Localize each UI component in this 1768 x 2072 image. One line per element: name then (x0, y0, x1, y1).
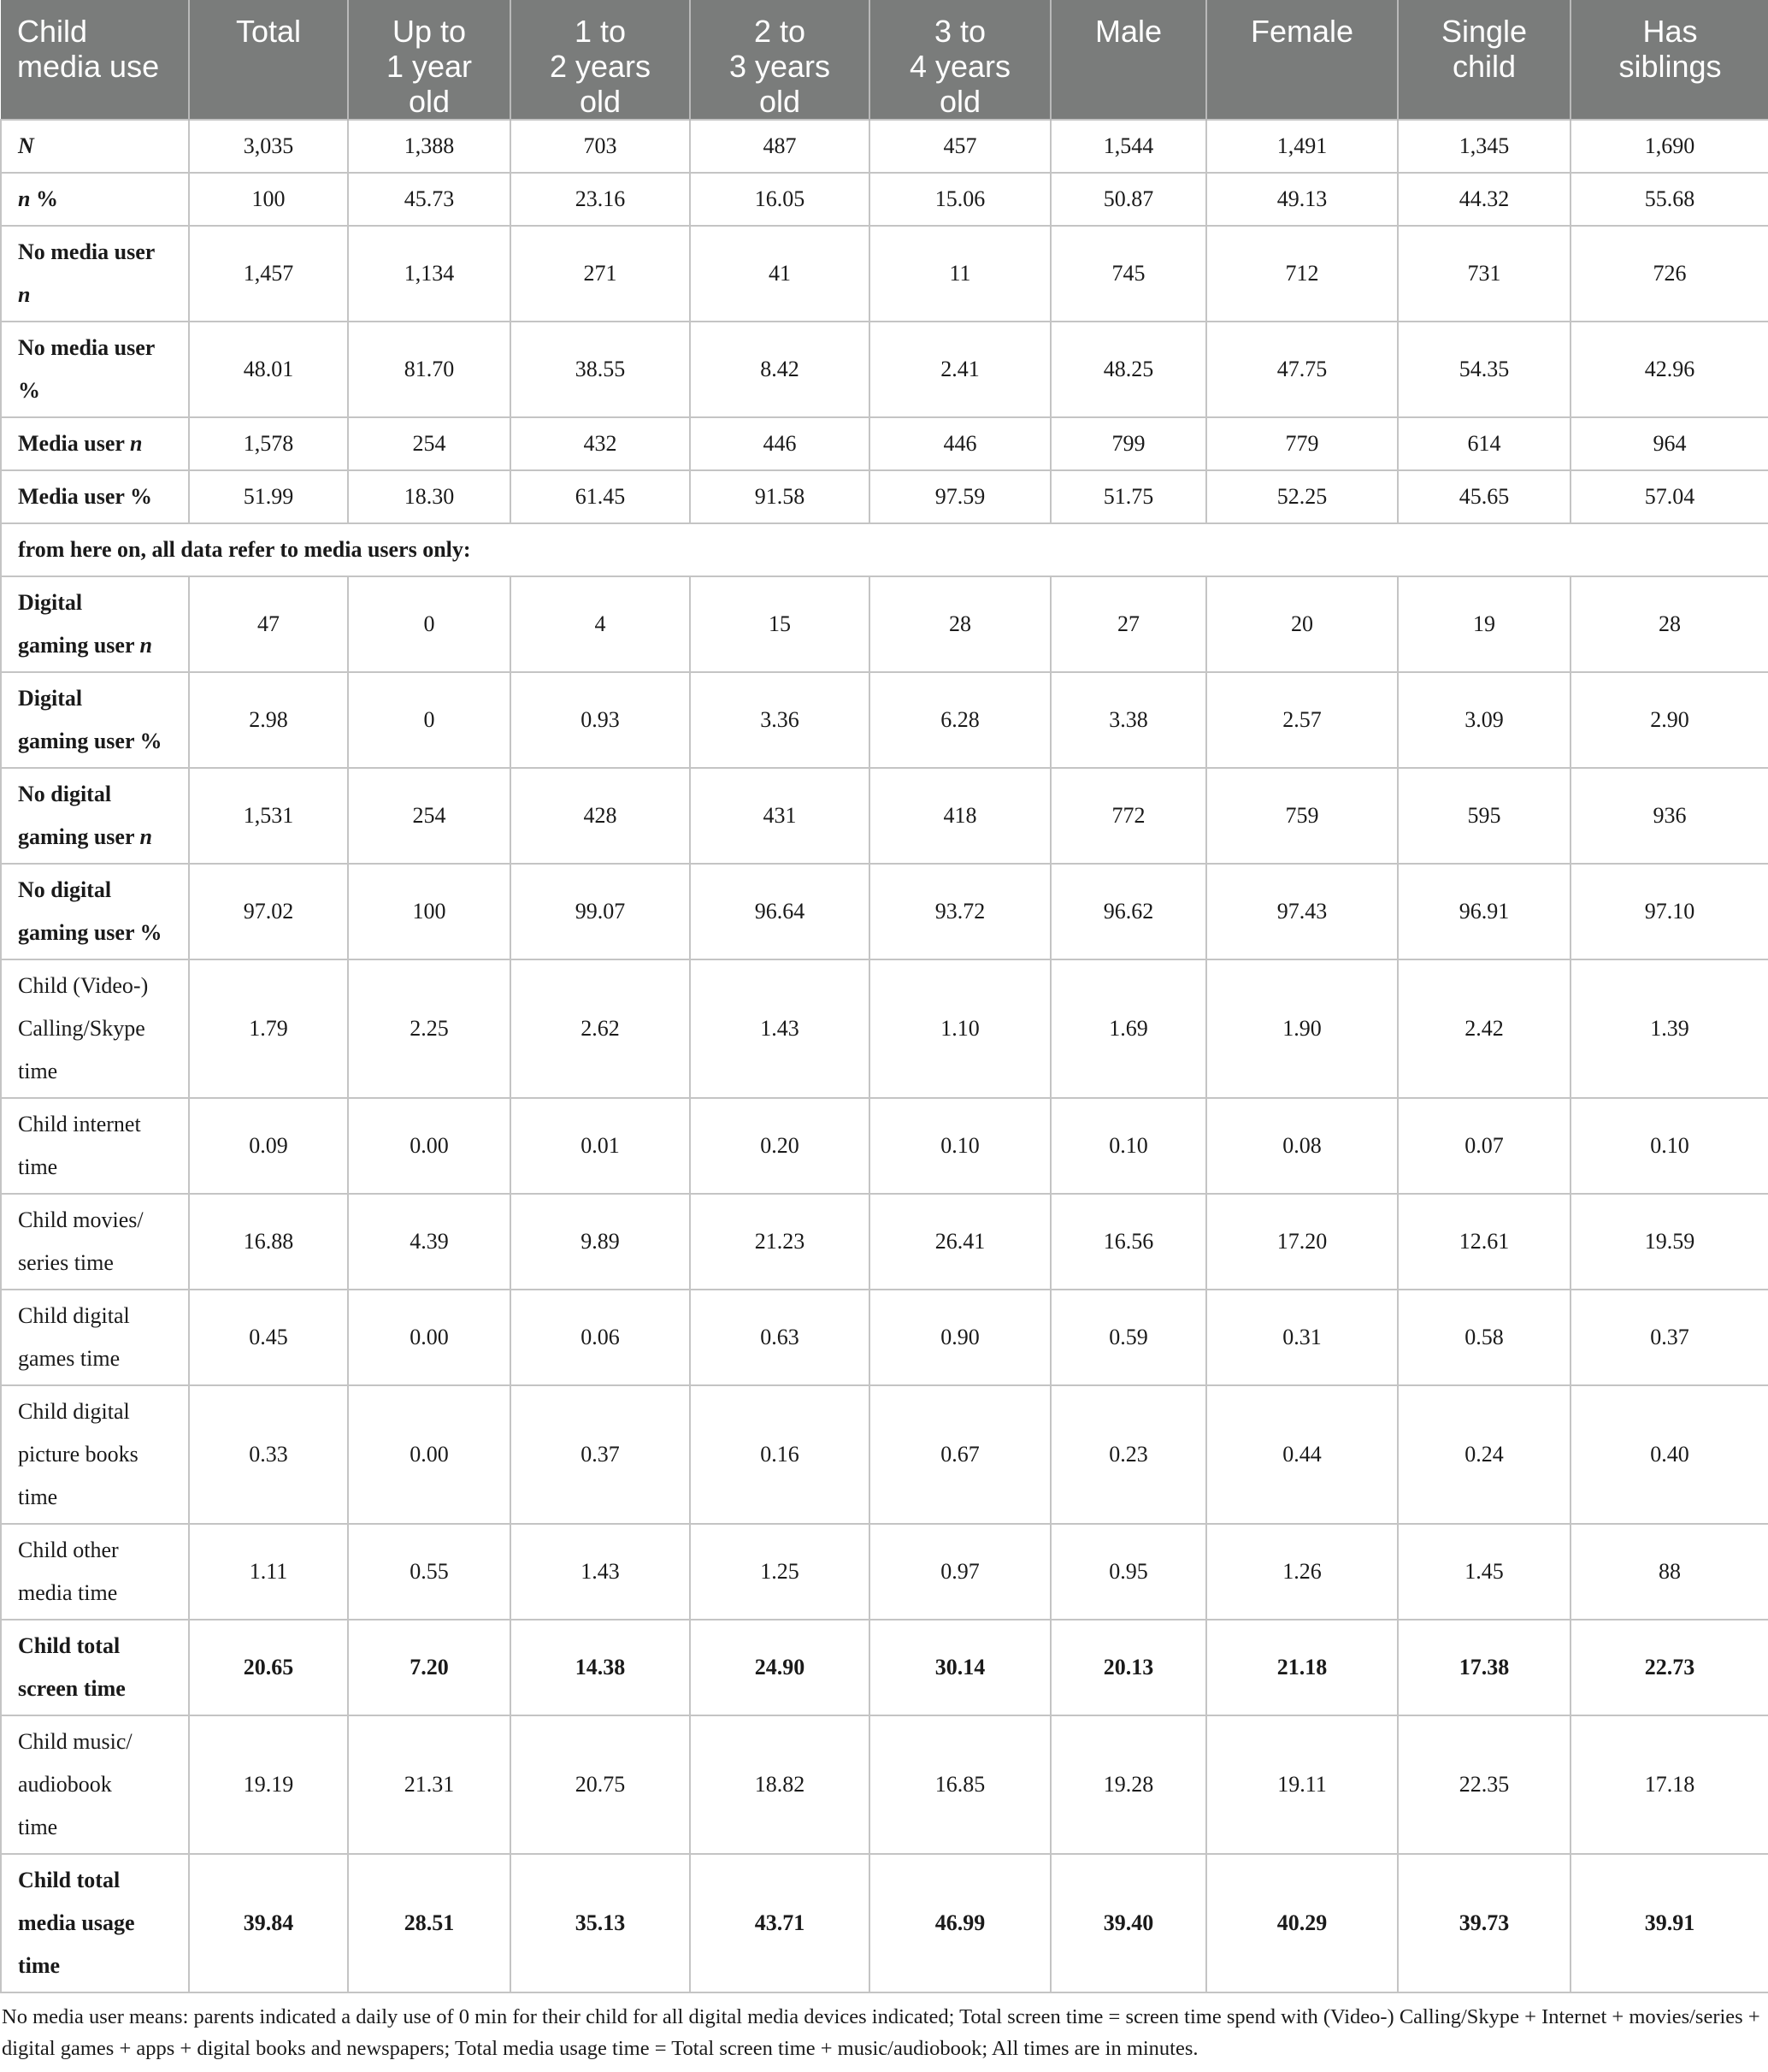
value-cell: 44.32 (1398, 173, 1571, 226)
value-cell: 0.45 (189, 1290, 348, 1385)
row-label (1, 1385, 189, 1524)
value-cell: 0.00 (348, 1098, 510, 1194)
value-cell: 0.40 (1571, 1385, 1768, 1524)
value-cell: 418 (869, 768, 1051, 864)
value-cell: 0.23 (1051, 1385, 1206, 1524)
value-cell: 41 (690, 226, 869, 322)
row-label (1, 959, 189, 1098)
value-cell: 21.23 (690, 1194, 869, 1290)
value-cell: 22.35 (1398, 1715, 1571, 1854)
value-cell: 18.82 (690, 1715, 869, 1854)
table-row (1, 1715, 1768, 1854)
table-row (1, 1194, 1768, 1290)
row-label-symbol: n (139, 824, 152, 849)
value-cell: 8.42 (690, 322, 869, 417)
value-cell: 2.57 (1206, 672, 1398, 768)
value-cell: 48.25 (1051, 322, 1206, 417)
value-cell: 1.11 (189, 1524, 348, 1620)
value-cell: 47 (189, 576, 348, 672)
value-cell: 0.06 (510, 1290, 690, 1385)
value-cell: 0.31 (1206, 1290, 1398, 1385)
value-cell: 964 (1571, 417, 1768, 470)
value-cell: 0.00 (348, 1290, 510, 1385)
row-label-text: Child movies/ series time (18, 1207, 144, 1275)
value-cell: 0.67 (869, 1385, 1051, 1524)
value-cell: 40.29 (1206, 1854, 1398, 1992)
value-cell: 96.91 (1398, 864, 1571, 959)
row-label-text: No digital gaming user (18, 782, 135, 849)
value-cell: 28 (869, 576, 1051, 672)
row-label (1, 672, 189, 768)
row-label (1, 1098, 189, 1194)
value-cell: 23.16 (510, 173, 690, 226)
value-cell: 1.90 (1206, 959, 1398, 1098)
value-cell: 1.39 (1571, 959, 1768, 1098)
value-cell: 28.51 (348, 1854, 510, 1992)
value-cell: 0 (348, 672, 510, 768)
section-note: from here on, all data refer to media users only: (1, 523, 1768, 576)
value-cell: 24.90 (690, 1620, 869, 1715)
value-cell: 428 (510, 768, 690, 864)
table-row (1, 226, 1768, 322)
value-cell: 799 (1051, 417, 1206, 470)
value-cell: 712 (1206, 226, 1398, 322)
value-cell: 0.24 (1398, 1385, 1571, 1524)
value-cell: 703 (510, 120, 690, 173)
value-cell: 19.28 (1051, 1715, 1206, 1854)
value-cell: 759 (1206, 768, 1398, 864)
table-row (1, 470, 1768, 523)
value-cell: 0.44 (1206, 1385, 1398, 1524)
value-cell: 28 (1571, 576, 1768, 672)
value-cell: 0 (348, 576, 510, 672)
value-cell: 446 (690, 417, 869, 470)
row-label (1, 1194, 189, 1290)
value-cell: 51.75 (1051, 470, 1206, 523)
value-cell: 614 (1398, 417, 1571, 470)
header-cell: Single child (1398, 0, 1571, 120)
value-cell: 20 (1206, 576, 1398, 672)
value-cell: 9.89 (510, 1194, 690, 1290)
value-cell: 16.85 (869, 1715, 1051, 1854)
row-label-text: Child digital picture books time (18, 1399, 138, 1509)
value-cell: 432 (510, 417, 690, 470)
table-row (1, 1524, 1768, 1620)
value-cell: 15 (690, 576, 869, 672)
value-cell: 0.01 (510, 1098, 690, 1194)
value-cell: 3.38 (1051, 672, 1206, 768)
value-cell: 1.43 (510, 1524, 690, 1620)
value-cell: 745 (1051, 226, 1206, 322)
value-cell: 88 (1571, 1524, 1768, 1620)
value-cell: 22.73 (1571, 1620, 1768, 1715)
value-cell: 19 (1398, 576, 1571, 672)
row-label-symbol: n (129, 431, 143, 456)
table-row (1, 864, 1768, 959)
row-label-text: Media user % (18, 484, 152, 509)
value-cell: 96.64 (690, 864, 869, 959)
value-cell: 0.09 (189, 1098, 348, 1194)
value-cell: 4.39 (348, 1194, 510, 1290)
table-body (1, 120, 1768, 1992)
value-cell: 20.65 (189, 1620, 348, 1715)
value-cell: 0.08 (1206, 1098, 1398, 1194)
value-cell: 30.14 (869, 1620, 1051, 1715)
row-label (1, 1524, 189, 1620)
table-row (1, 959, 1768, 1098)
value-cell: 38.55 (510, 322, 690, 417)
row-label (1, 226, 189, 322)
value-cell: 14.38 (510, 1620, 690, 1715)
value-cell: 0.95 (1051, 1524, 1206, 1620)
value-cell: 42.96 (1571, 322, 1768, 417)
value-cell: 100 (348, 864, 510, 959)
table-row (1, 173, 1768, 226)
value-cell: 97.02 (189, 864, 348, 959)
value-cell: 1,690 (1571, 120, 1768, 173)
value-cell: 57.04 (1571, 470, 1768, 523)
row-label-text: N (18, 133, 34, 158)
value-cell: 1,388 (348, 120, 510, 173)
value-cell: 35.13 (510, 1854, 690, 1992)
value-cell: 446 (869, 417, 1051, 470)
value-cell: 0.07 (1398, 1098, 1571, 1194)
value-cell: 17.20 (1206, 1194, 1398, 1290)
row-label-text: Child digital games time (18, 1303, 130, 1371)
row-label-text: Media user (18, 431, 130, 456)
value-cell: 54.35 (1398, 322, 1571, 417)
value-cell: 3.09 (1398, 672, 1571, 768)
table-row (1, 768, 1768, 864)
value-cell: 16.88 (189, 1194, 348, 1290)
value-cell: 1.45 (1398, 1524, 1571, 1620)
value-cell: 3.36 (690, 672, 869, 768)
value-cell: 2.98 (189, 672, 348, 768)
value-cell: 50.87 (1051, 173, 1206, 226)
value-cell: 45.73 (348, 173, 510, 226)
value-cell: 96.62 (1051, 864, 1206, 959)
value-cell: 27 (1051, 576, 1206, 672)
value-cell: 0.90 (869, 1290, 1051, 1385)
value-cell: 2.90 (1571, 672, 1768, 768)
value-cell: 1,345 (1398, 120, 1571, 173)
value-cell: 1,457 (189, 226, 348, 322)
value-cell: 0.00 (348, 1385, 510, 1524)
value-cell: 48.01 (189, 322, 348, 417)
value-cell: 18.30 (348, 470, 510, 523)
value-cell: 0.16 (690, 1385, 869, 1524)
table-row (1, 672, 1768, 768)
value-cell: 4 (510, 576, 690, 672)
value-cell: 2.41 (869, 322, 1051, 417)
value-cell: 0.97 (869, 1524, 1051, 1620)
row-label-text: Child total screen time (18, 1633, 126, 1701)
value-cell: 0.37 (1571, 1290, 1768, 1385)
row-label-text: Child total media usage time (18, 1868, 135, 1978)
header-cell: Male (1051, 0, 1206, 120)
value-cell: 1.10 (869, 959, 1051, 1098)
row-label (1, 120, 189, 173)
value-cell: 20.75 (510, 1715, 690, 1854)
table-row (1, 1620, 1768, 1715)
value-cell: 2.62 (510, 959, 690, 1098)
value-cell: 1,134 (348, 226, 510, 322)
row-label (1, 1620, 189, 1715)
value-cell: 0.10 (869, 1098, 1051, 1194)
value-cell: 271 (510, 226, 690, 322)
value-cell: 457 (869, 120, 1051, 173)
row-label-suffix: % (30, 186, 58, 211)
value-cell: 99.07 (510, 864, 690, 959)
value-cell: 11 (869, 226, 1051, 322)
value-cell: 0.37 (510, 1385, 690, 1524)
value-cell: 0.58 (1398, 1290, 1571, 1385)
row-label-text: Digital gaming user (18, 590, 135, 658)
row-label (1, 470, 189, 523)
table-footnote: No media user means: parents indicated a daily use of 0 min for their child for all digital media devices indicated; Total screen time = screen time spend with (Video-) Calling/Skype + Internet + movies/series + digital games + apps + digital books and newspapers; Total media usage time = Total screen time + music/audiobook; All times are in minutes. (2, 2005, 1760, 2060)
value-cell: 779 (1206, 417, 1398, 470)
value-cell: 17.38 (1398, 1620, 1571, 1715)
section-note-row (1, 523, 1768, 576)
value-cell: 55.68 (1571, 173, 1768, 226)
value-cell: 0.10 (1571, 1098, 1768, 1194)
value-cell: 97.43 (1206, 864, 1398, 959)
row-label-text: No media user (18, 239, 156, 264)
value-cell: 254 (348, 768, 510, 864)
value-cell: 772 (1051, 768, 1206, 864)
row-label-symbol: n (18, 282, 31, 307)
value-cell: 0.20 (690, 1098, 869, 1194)
header-cell: Has siblings (1571, 0, 1768, 120)
value-cell: 20.13 (1051, 1620, 1206, 1715)
row-label-text: Child other media time (18, 1538, 119, 1605)
table-row (1, 417, 1768, 470)
table-row (1, 1098, 1768, 1194)
header-cell: 3 to 4 years old (869, 0, 1051, 120)
row-label (1, 768, 189, 864)
value-cell: 61.45 (510, 470, 690, 523)
value-cell: 431 (690, 768, 869, 864)
value-cell: 6.28 (869, 672, 1051, 768)
value-cell: 1,544 (1051, 120, 1206, 173)
value-cell: 97.10 (1571, 864, 1768, 959)
value-cell: 93.72 (869, 864, 1051, 959)
row-label (1, 322, 189, 417)
value-cell: 487 (690, 120, 869, 173)
value-cell: 1.43 (690, 959, 869, 1098)
value-cell: 936 (1571, 768, 1768, 864)
value-cell: 12.61 (1398, 1194, 1571, 1290)
row-label-text: Digital gaming user % (18, 686, 162, 753)
row-label-text: Child internet time (18, 1112, 141, 1179)
value-cell: 0.63 (690, 1290, 869, 1385)
row-label (1, 1290, 189, 1385)
header-cell: 1 to 2 years old (510, 0, 690, 120)
value-cell: 1,578 (189, 417, 348, 470)
value-cell: 1.79 (189, 959, 348, 1098)
value-cell: 3,035 (189, 120, 348, 173)
value-cell: 17.18 (1571, 1715, 1768, 1854)
value-cell: 19.19 (189, 1715, 348, 1854)
value-cell: 47.75 (1206, 322, 1398, 417)
header-cell: 2 to 3 years old (690, 0, 869, 120)
value-cell: 726 (1571, 226, 1768, 322)
row-label-text: Child music/ audiobook time (18, 1729, 133, 1839)
row-label (1, 173, 189, 226)
row-label (1, 1854, 189, 1992)
value-cell: 16.05 (690, 173, 869, 226)
row-label (1, 1715, 189, 1854)
value-cell: 0.59 (1051, 1290, 1206, 1385)
value-cell: 1,531 (189, 768, 348, 864)
value-cell: 0.93 (510, 672, 690, 768)
value-cell: 19.59 (1571, 1194, 1768, 1290)
value-cell: 2.25 (348, 959, 510, 1098)
value-cell: 16.56 (1051, 1194, 1206, 1290)
row-label (1, 576, 189, 672)
value-cell: 595 (1398, 768, 1571, 864)
value-cell: 0.55 (348, 1524, 510, 1620)
header-cell-row-label: Child media use (1, 0, 189, 120)
value-cell: 731 (1398, 226, 1571, 322)
table-row (1, 1854, 1768, 1992)
header-cell: Up to 1 year old (348, 0, 510, 120)
value-cell: 0.33 (189, 1385, 348, 1524)
table-row (1, 1290, 1768, 1385)
value-cell: 21.31 (348, 1715, 510, 1854)
value-cell: 52.25 (1206, 470, 1398, 523)
value-cell: 0.10 (1051, 1098, 1206, 1194)
value-cell: 46.99 (869, 1854, 1051, 1992)
value-cell: 45.65 (1398, 470, 1571, 523)
value-cell: 39.84 (189, 1854, 348, 1992)
value-cell: 51.99 (189, 470, 348, 523)
value-cell: 1.69 (1051, 959, 1206, 1098)
value-cell: 43.71 (690, 1854, 869, 1992)
value-cell: 100 (189, 173, 348, 226)
value-cell: 39.40 (1051, 1854, 1206, 1992)
table-row (1, 120, 1768, 173)
value-cell: 1,491 (1206, 120, 1398, 173)
row-label-symbol: n (139, 633, 152, 658)
value-cell: 39.73 (1398, 1854, 1571, 1992)
table-row (1, 322, 1768, 417)
value-cell: 91.58 (690, 470, 869, 523)
value-cell: 254 (348, 417, 510, 470)
row-label-text: No digital gaming user % (18, 877, 162, 945)
table-row (1, 576, 1768, 672)
header-cell: Total (189, 0, 348, 120)
row-label-text: n (18, 186, 31, 211)
value-cell: 49.13 (1206, 173, 1398, 226)
value-cell: 19.11 (1206, 1715, 1398, 1854)
value-cell: 7.20 (348, 1620, 510, 1715)
value-cell: 97.59 (869, 470, 1051, 523)
value-cell: 26.41 (869, 1194, 1051, 1290)
value-cell: 81.70 (348, 322, 510, 417)
value-cell: 21.18 (1206, 1620, 1398, 1715)
row-label (1, 864, 189, 959)
value-cell: 1.26 (1206, 1524, 1398, 1620)
value-cell: 1.25 (690, 1524, 869, 1620)
row-label-text: Child (Video-) Calling/Skype time (18, 973, 149, 1083)
value-cell: 39.91 (1571, 1854, 1768, 1992)
header-cell: Female (1206, 0, 1398, 120)
row-label-text: No media user % (18, 335, 156, 403)
table-row (1, 1385, 1768, 1524)
value-cell: 2.42 (1398, 959, 1571, 1098)
value-cell: 15.06 (869, 173, 1051, 226)
row-label (1, 417, 189, 470)
header-row (1, 0, 1768, 120)
